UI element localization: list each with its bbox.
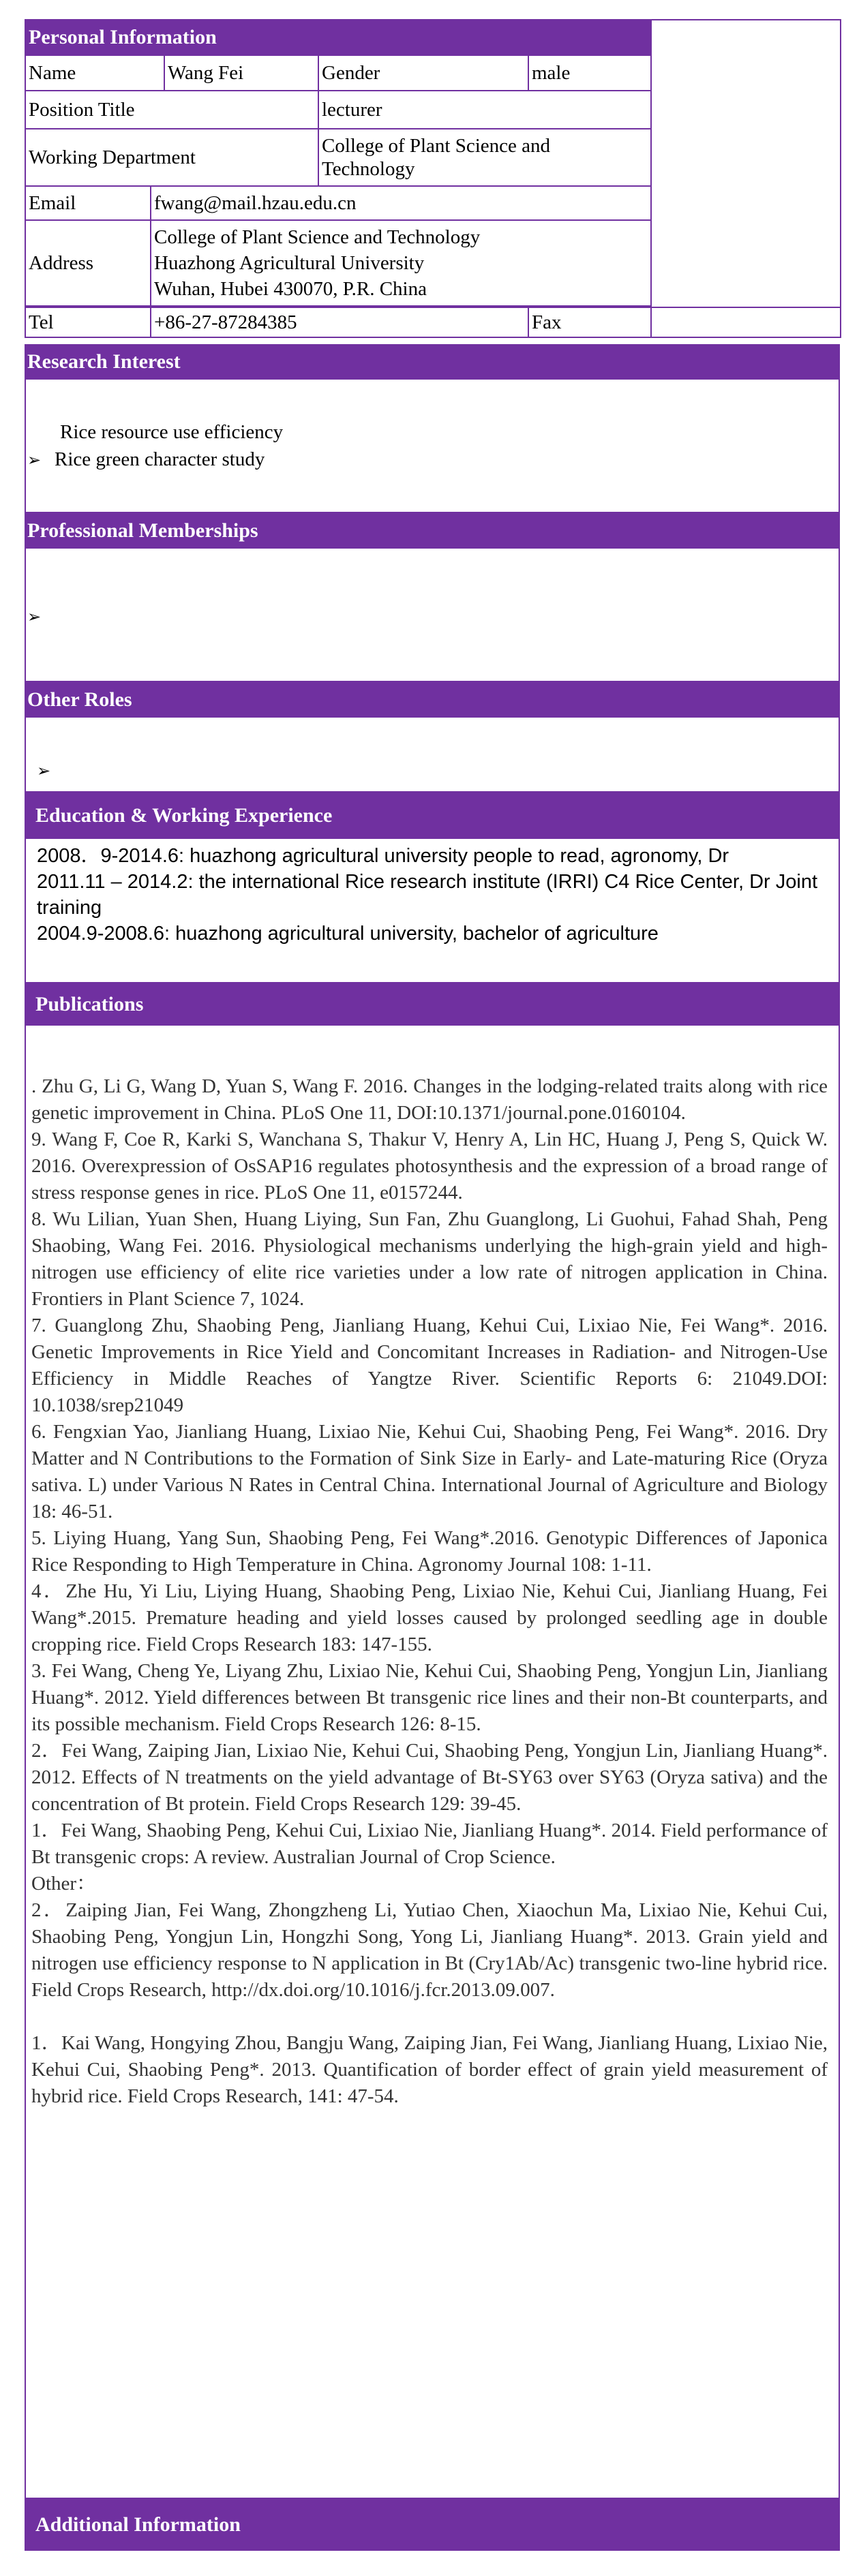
publication-entry: 1．Kai Wang, Hongying Zhou, Bangju Wang, Zaiping Jian, Fei Wang, Jianliang Huang, Lixiao Nie, Kehui Cui, Shaobing Peng*. 2013. Quantification of border effect of grain yield measurement of hybrid rice. Field Crops Research, 141: 47-54. (31, 2032, 828, 2107)
research-item: ➢ Rice green character study (27, 446, 265, 473)
gender-value: male (528, 55, 651, 91)
education-heading: Education & Working Experience (25, 793, 840, 839)
publication-entry: . Zhu G, Li G, Wang D, Yuan S, Wang F. 2016. Changes in the lodging-related traits along with rice genetic improvement in China. PLoS One 11, DOI:10.1371/journal.pone.0160104. (31, 1075, 828, 1124)
email-label: Email (25, 186, 151, 220)
publication-entry: 8. Wu Lilian, Yuan Shen, Huang Liying, Sun Fan, Zhu Guanglong, Li Guohui, Fahad Shah, Peng Shaobing, Wang Fei. 2016. Physiological mechanisms underlying the high-grain yield and high-nitrogen use efficiency of elite rice varieties under a low rate of nitrogen application in China. Frontiers in Plant Science 7, 1024. (31, 1208, 828, 1310)
name-value: Wang Fei (164, 55, 318, 91)
education-line: 2008．9-2014.6: huazhong agricultural university people to read, agronomy, Dr (37, 845, 729, 867)
personal-information-section (25, 19, 840, 338)
education-box (25, 839, 840, 983)
gender-label: Gender (318, 55, 528, 91)
publication-entry: 5. Liying Huang, Yang Sun, Shaobing Peng, Fei Wang*.2016. Genotypic Differences of Japonica Rice Responding to High Temperature in China. Agronomy Journal 108: 1-11. (31, 1527, 828, 1576)
publications-heading: Publications (25, 983, 840, 1026)
address-label: Address (25, 220, 151, 306)
publication-entry: 2．Fei Wang, Zaiping Jian, Lixiao Nie, Kehui Cui, Shaobing Peng, Yongjun Lin, Jianliang Huang*. 2012. Effects of N treatments on the yield advantage of Bt-SY63 over SY63 (Oryza sativa) and the concentration of Bt protein. Field Crops Research 129: 39-45. (31, 1740, 828, 1815)
publication-entry: 6. Fengxian Yao, Jianliang Huang, Lixiao Nie, Kehui Cui, Shaobing Peng, Fei Wang*. 2016. Dry Matter and N Contributions to the Formation of Sink Size in Early- and Late-maturing Rice (Oryza sativa. L) under Various N Rates in Central China. International Journal of Agriculture and Biology 18: 46-51. (31, 1421, 828, 1522)
address-line: Wuhan, Hubei 430070, P.R. China (154, 278, 427, 300)
arrow-bullet-icon: ➢ (37, 761, 51, 780)
memberships-box (25, 549, 840, 682)
spacer (31, 2004, 828, 2030)
arrow-bullet-icon: ➢ (27, 607, 42, 626)
personal-info-heading: Personal Information (25, 20, 651, 55)
education-line: 2004.9-2008.6: huazhong agricultural university, bachelor of agriculture (37, 923, 659, 945)
publication-entry: 2．Zaiping Jian, Fei Wang, Zhongzheng Li, Yutiao Chen, Xiaochun Ma, Lixiao Nie, Kehui Cui, Shaobing Peng, Yongjun Lin, Hongzhi Song, Yong Li, Jianliang Huang*. 2013. Grain yield and nitrogen use efficiency response to N application in Bt (Cry1Ab/Ac) transgenic two-line hybrid rice. Field Crops Research, http://dx.doi.org/10.1016/j.fcr.2013.09.007. (31, 1899, 828, 2001)
position-value: lecturer (318, 91, 651, 129)
email-value[interactable]: fwang@mail.hzau.edu.cn (151, 186, 651, 220)
arrow-bullet-icon: ➢ (27, 450, 42, 470)
additional-information-heading: Additional Information (25, 2499, 840, 2551)
department-value: College of Plant Science and Technology (318, 129, 651, 186)
research-item: Rice resource use efficiency (60, 421, 284, 443)
address-value (151, 220, 651, 306)
personal-info-table (25, 19, 841, 338)
education-line: 2011.11 – 2014.2: the international Rice research institute (IRRI) C4 Rice Center, Dr Joint training (37, 871, 818, 919)
research-interest-box (25, 380, 840, 513)
other-roles-heading: Other Roles (25, 682, 840, 718)
photo-placeholder (651, 20, 841, 307)
fax-label: Fax (528, 307, 651, 337)
address-line: Huazhong Agricultural University (154, 252, 425, 274)
publication-other-label: Other： (31, 1873, 97, 1895)
name-label: Name (25, 55, 164, 91)
address-line: College of Plant Science and Technology (154, 226, 481, 248)
publication-entry: 4．Zhe Hu, Yi Liu, Liying Huang, Shaobing Peng, Lixiao Nie, Kehui Cui, Jianliang Huang, Fei Wang*.2015. Premature heading and yield losses caused by prolonged seedling age in double cropping rice. Field Crops Research 183: 147-155. (31, 1580, 828, 1655)
research-interest-heading: Research Interest (25, 344, 840, 380)
publications-box (25, 1026, 840, 2499)
fax-value (651, 307, 841, 337)
publication-entry: 7. Guanglong Zhu, Shaobing Peng, Jianliang Huang, Kehui Cui, Lixiao Nie, Fei Wang*. 2016. Genetic Improvements in Rice Yield and Concomitant Increases in Radiation- and Nitrogen-Use Efficiency in Middle Reaches of Yangtze River. Scientific Reports 6: 21049.DOI: 10.1038/srep21049 (31, 1315, 828, 1416)
tel-value: +86-27-87284385 (151, 307, 528, 337)
publication-entry: 1．Fei Wang, Shaobing Peng, Kehui Cui, Lixiao Nie, Jianliang Huang*. 2014. Field performance of Bt transgenic crops: A review. Australian Journal of Crop Science. (31, 1820, 828, 1868)
department-label: Working Department (25, 129, 318, 186)
publication-entry: 9. Wang F, Coe R, Karki S, Wanchana S, Thakur V, Henry A, Lin HC, Huang J, Peng S, Quick W. 2016. Overexpression of OsSAP16 regulates photosynthesis and the expression of a broad range of stress response genes in rice. PLoS One 11, e0157244. (31, 1129, 828, 1203)
tel-label: Tel (25, 307, 151, 337)
role-item (37, 757, 64, 784)
other-roles-box (25, 718, 840, 793)
publication-entry: 3. Fei Wang, Cheng Ye, Liyang Zhu, Lixiao Nie, Kehui Cui, Shaobing Peng, Yongjun Lin, Jianliang Huang*. 2012. Yield differences between Bt transgenic rice lines and their non-Bt counterparts, and its possible mechanism. Field Crops Research 126: 8-15. (31, 1660, 828, 1735)
professional-memberships-heading: Professional Memberships (25, 513, 840, 549)
position-label: Position Title (25, 91, 318, 129)
membership-item (27, 603, 55, 630)
